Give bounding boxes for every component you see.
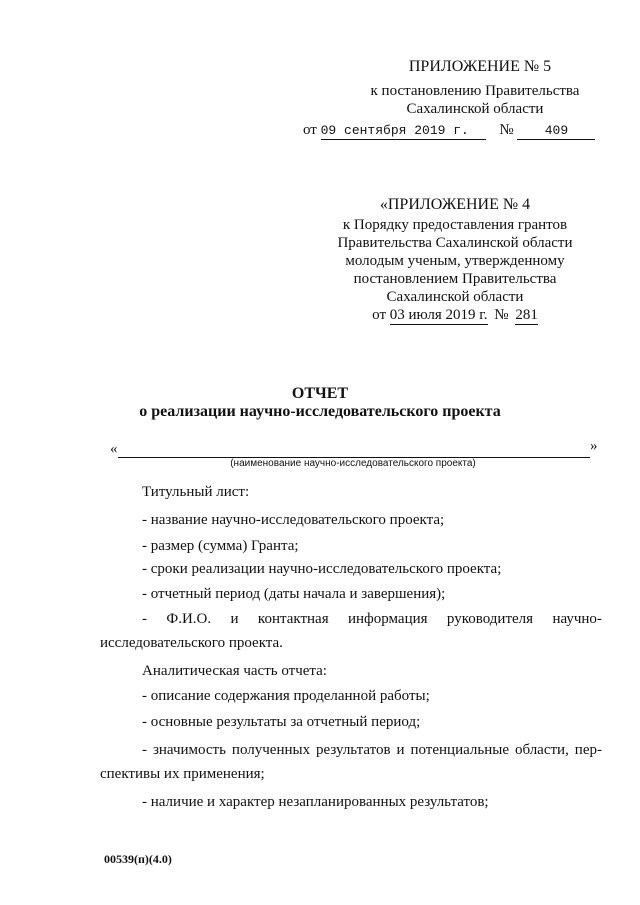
fio-line [142,610,602,628]
list-item: - наличие и характер незапланированных результатов; [142,794,489,810]
list-item: - описание содержания проделанной работы; [142,688,430,704]
appendix4-line-2: молодым ученым, утвержденному [345,253,565,270]
fio-word: информация [347,611,428,627]
fio-word: руководителя [446,611,534,627]
list-item: - название научно-исследовательского проекта; [142,512,445,528]
quote-close: » [590,438,598,454]
footer-code: 00539(п)(4.0) [104,852,172,866]
appendix4-line-0: к Порядку предоставления грантов [342,217,568,234]
appendix5-block [300,57,600,118]
fio-word: научно- [552,611,602,627]
fio-word: Ф.И.О. [166,611,212,627]
fio-continuation: исследовательского проекта. [100,635,283,651]
appendix5-line1: к постановлению Правительства [370,83,580,100]
title-sheet-heading: Титульный лист: [142,484,250,500]
significance-word: области, [514,742,569,758]
significance-word: пер- [574,742,602,758]
appendix4-line-4: Сахалинской области [386,289,524,306]
appendix4-from-label: от [372,307,387,324]
quote-open: « [110,441,118,457]
appendix4-number-value: 281 [515,307,538,324]
appendix4-line-1: Правительства Сахалинской области [337,235,573,252]
significance-word: и [396,742,405,758]
appendix4-line-3: постановлением Правительства [353,271,557,288]
list-item: - сроки реализации научно-исследовательского проекта; [142,561,502,577]
appendix4-number-label: № [494,307,509,324]
report-title: ОТЧЕТ [291,385,349,402]
list-item: - отчетный период (даты начала и завершения); [142,586,446,602]
appendix4-block [320,195,590,325]
fio-word: и [230,611,239,627]
appendix5-number-value: 409 [517,123,595,140]
significance-word: значимость [152,742,226,758]
analytic-heading: Аналитическая часть отчета: [142,663,327,679]
project-name-caption: (наименование научно-исследовательского проекта) [230,458,476,469]
appendix5-number-label: № [499,122,514,138]
appendix5-from-label: от [303,122,317,138]
significance-word: полученных [231,742,311,758]
significance-continuation: спективы их применения; [100,766,265,782]
list-item: - размер (сумма) Гранта; [142,538,299,554]
appendix4-date-value: 03 июля 2019 г. [389,307,488,324]
report-subtitle: о реализации научно-исследовательского проекта [139,403,501,420]
appendix5-date-row [303,121,603,140]
significance-word: потенциальные [410,742,509,758]
appendix5-line2: Сахалинской области [406,101,544,118]
fio-word: - [142,611,147,627]
fio-word: контактная [257,611,329,627]
significance-word: - [142,742,147,758]
significance-line [142,741,602,759]
appendix5-date-value: 09 сентября 2019 г. [321,123,486,140]
appendix4-title: «ПРИЛОЖЕНИЕ № 4 [379,196,531,213]
appendix4-date-row [320,306,590,325]
significance-word: результатов [316,742,391,758]
appendix5-title: ПРИЛОЖЕНИЕ № 5 [408,58,552,75]
list-item: - основные результаты за отчетный период; [142,714,421,730]
